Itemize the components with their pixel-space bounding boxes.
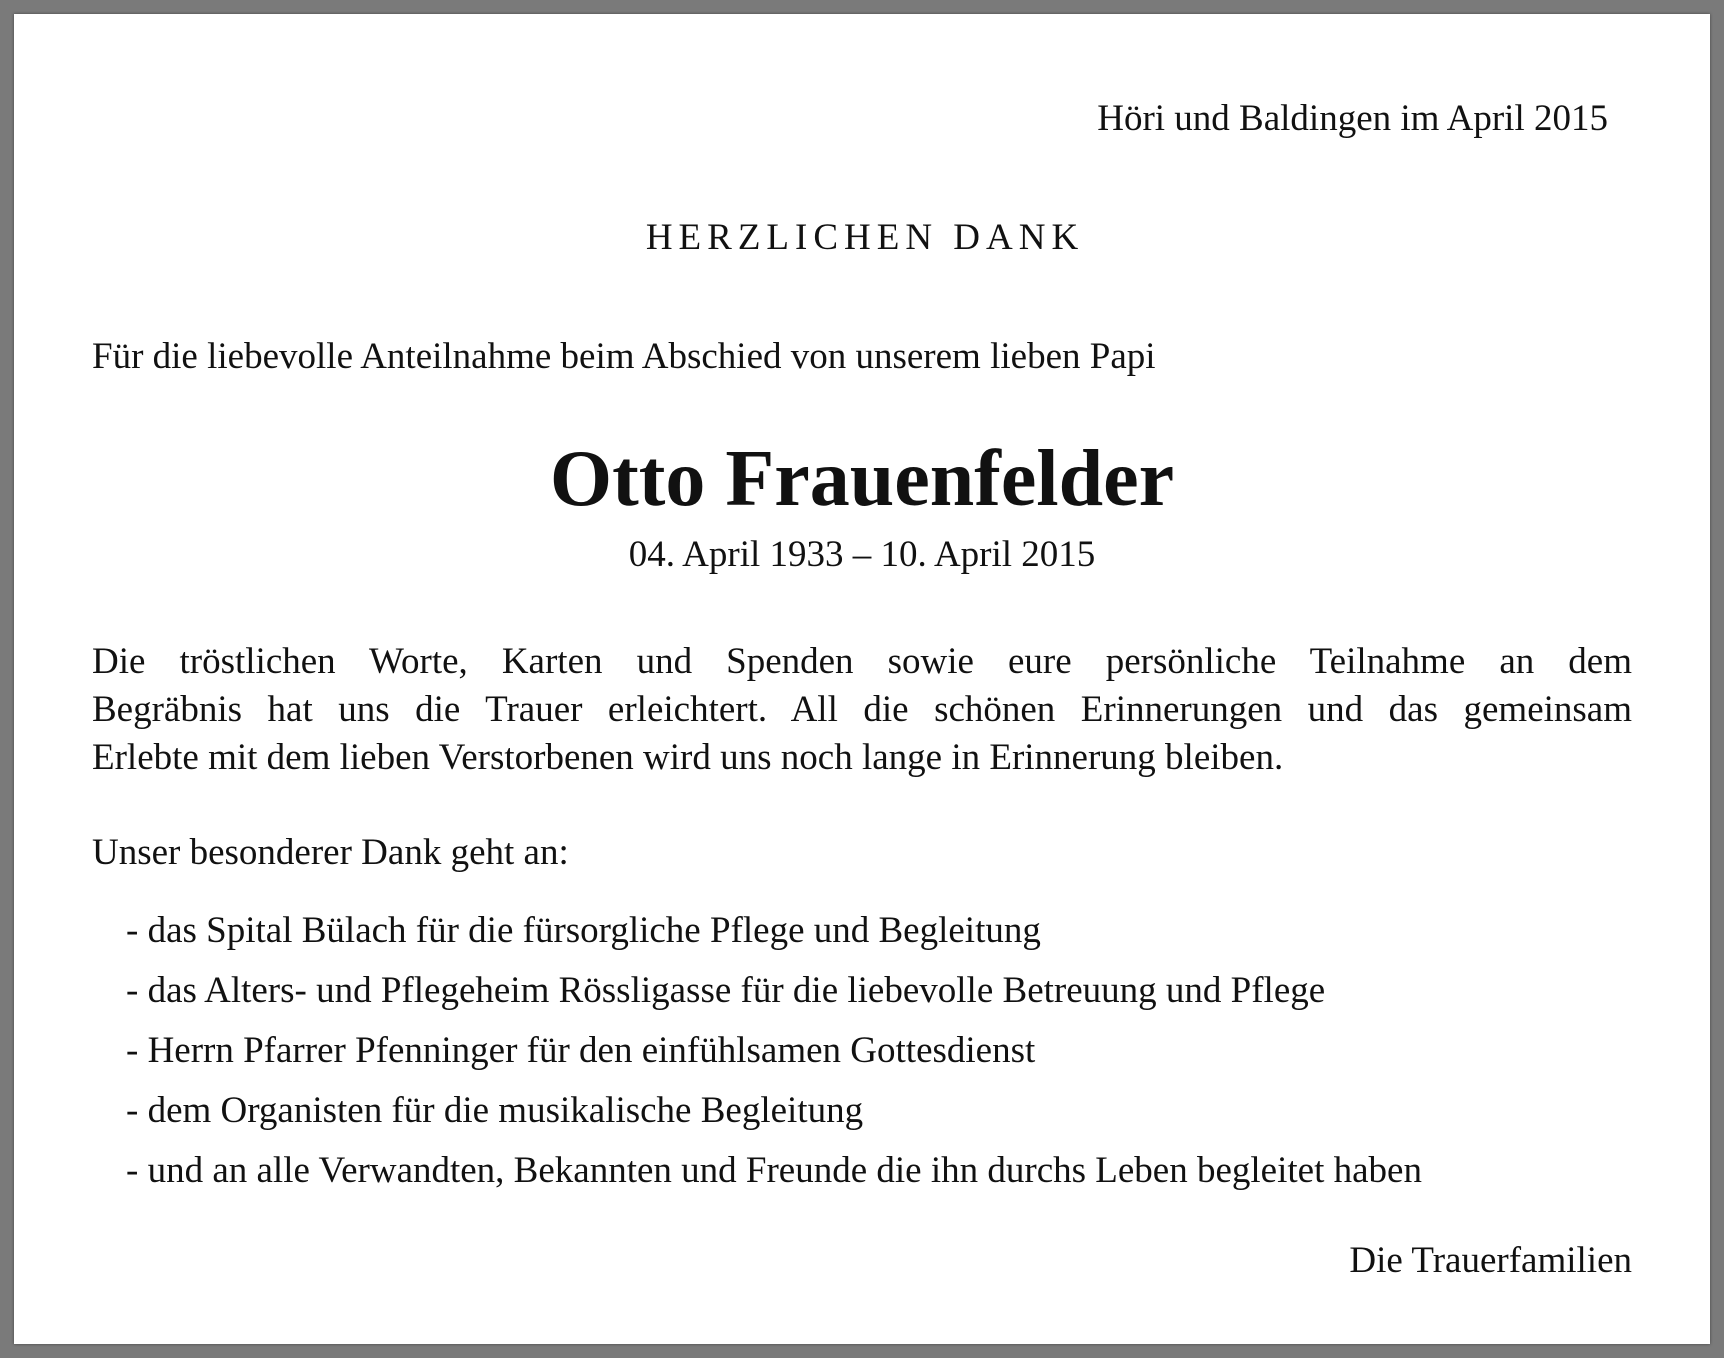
signature: Die Trauerfamilien — [1349, 1240, 1632, 1281]
body-line: Erlebte mit dem lieben Verstorbenen wird uns noch lange in Erinnerung bleiben. — [92, 737, 1284, 778]
deceased-name: Otto Frauenfelder — [549, 435, 1175, 523]
thanks-heading: Unser besonderer Dank geht an: — [92, 832, 569, 873]
document-page — [14, 14, 1710, 1344]
place-date: Höri und Baldingen im April 2015 — [1097, 98, 1608, 139]
list-item: - das Alters- und Pflegeheim Rössligasse für die liebevolle Betreuung und Pflege — [126, 970, 1326, 1011]
body-paragraph — [92, 638, 1632, 782]
list-item: - Herrn Pfarrer Pfenninger für den einfühlsamen Gottesdienst — [126, 1030, 1036, 1071]
body-line: Die tröstlichen Worte, Karten und Spenden sowie eure persönliche Teilnahme an dem — [92, 641, 1632, 682]
heading: HERZLICHEN DANK — [645, 217, 1085, 258]
body-line: Begräbnis hat uns die Trauer erleichtert. All die schönen Erinnerungen und das gemeinsam — [92, 689, 1632, 730]
list-item: - und an alle Verwandten, Bekannten und Freunde die ihn durchs Leben begleitet haben — [126, 1150, 1422, 1191]
list-item: - das Spital Bülach für die fürsorgliche Pflege und Begleitung — [126, 910, 1041, 951]
life-dates: 04. April 1933 – 10. April 2015 — [628, 534, 1096, 575]
thanks-list — [126, 901, 1422, 1201]
intro-text: Für die liebevolle Anteilnahme beim Abschied von unserem lieben Papi — [92, 336, 1156, 377]
list-item: - dem Organisten für die musikalische Begleitung — [126, 1090, 864, 1131]
